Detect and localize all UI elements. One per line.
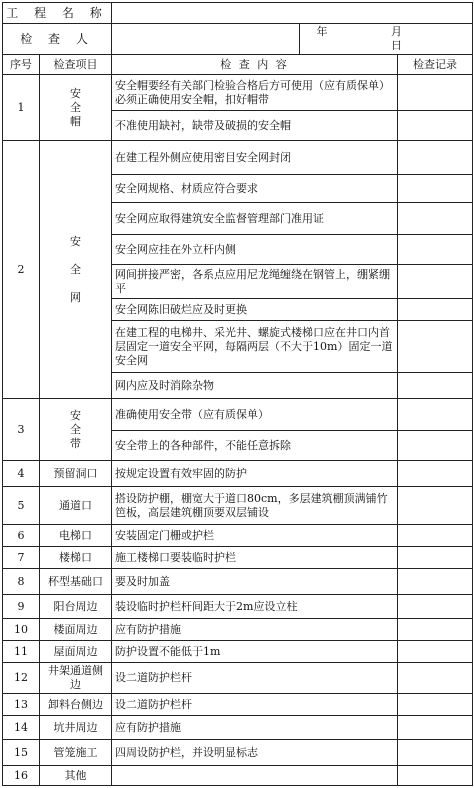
- inspection-item: [40, 663, 112, 694]
- table-row: [3, 740, 473, 766]
- inspection-content: 安全带上的各种部件，不能任意拆除: [112, 431, 398, 461]
- row-number: 11: [3, 641, 40, 663]
- table-row: [3, 569, 473, 595]
- table-row: [3, 619, 473, 641]
- table-row: [3, 487, 473, 525]
- table-row: [3, 547, 473, 569]
- inspection-record-cell[interactable]: [398, 694, 473, 716]
- inspection-item: [40, 547, 112, 569]
- row-number: 10: [3, 619, 40, 641]
- inspection-item: [40, 75, 112, 141]
- row-number: 12: [3, 663, 40, 694]
- inspection-record-cell[interactable]: [398, 740, 473, 766]
- row-number: 3: [3, 399, 40, 461]
- inspection-item: [40, 399, 112, 461]
- row-number: 5: [3, 487, 40, 525]
- project-name-value[interactable]: [112, 3, 473, 24]
- inspection-item-line: 带: [70, 436, 81, 450]
- row-number: 1: [3, 75, 40, 141]
- inspection-item-line: 阳台周边: [53, 599, 98, 613]
- row-number: 14: [3, 716, 40, 740]
- inspection-content: 不准使用缺衬，缺带及破损的安全帽: [112, 111, 398, 141]
- inspection-item-line: 屋面周边: [53, 644, 98, 658]
- table-row: [3, 641, 473, 663]
- inspection-item: [40, 487, 112, 525]
- row-number: 16: [3, 766, 40, 786]
- inspection-content: 应有防护措施: [112, 619, 398, 641]
- inspection-item-line: 安: [70, 234, 81, 248]
- row-number: 4: [3, 461, 40, 487]
- inspection-item: [40, 716, 112, 740]
- row-number: 2: [3, 141, 40, 399]
- inspection-item-line: 边: [70, 678, 81, 691]
- inspection-content: 准确使用安全带（应有质保单）: [112, 399, 398, 431]
- row-number: 9: [3, 595, 40, 619]
- inspection-item: [40, 461, 112, 487]
- inspection-record-cell[interactable]: [398, 203, 473, 235]
- inspection-item-line: 坑井周边: [53, 720, 98, 734]
- inspection-item-line: [43, 249, 108, 263]
- inspection-item-line: 杯型基础口: [48, 574, 103, 588]
- inspection-content: 装设临时护栏杆间距大于2m应设立柱: [112, 595, 398, 619]
- row-number: 8: [3, 569, 40, 595]
- inspection-record-cell[interactable]: [398, 569, 473, 595]
- table-row: [3, 75, 473, 111]
- inspection-record-cell[interactable]: [398, 663, 473, 694]
- inspection-item-line: 预留洞口: [53, 466, 98, 480]
- inspection-item: [40, 740, 112, 766]
- col-header-record: 检查记录: [398, 55, 473, 75]
- inspection-item: [40, 694, 112, 716]
- inspection-record-cell[interactable]: [398, 299, 473, 321]
- inspection-record-cell[interactable]: [398, 321, 473, 373]
- inspection-item-line: 帽: [70, 114, 81, 128]
- inspection-content: 安全帽要经有关部门检验合格后方可使用（应有质保单）必须正确使用安全帽，扣好帽带: [112, 75, 398, 111]
- inspection-record-cell[interactable]: [398, 141, 473, 175]
- inspection-item-line: 楼梯口: [59, 550, 92, 564]
- row-number: 13: [3, 694, 40, 716]
- inspector-value[interactable]: [112, 24, 300, 55]
- inspection-sheet: [2, 2, 473, 786]
- inspection-record-cell[interactable]: [398, 111, 473, 141]
- inspection-item: [40, 595, 112, 619]
- inspection-item-line: 通道口: [59, 498, 92, 512]
- table-row: [3, 694, 473, 716]
- inspection-record-cell[interactable]: [398, 547, 473, 569]
- table-row: [3, 716, 473, 740]
- inspection-record-cell[interactable]: [398, 595, 473, 619]
- inspection-content: 网内应及时消除杂物: [112, 373, 398, 399]
- inspection-record-cell[interactable]: [398, 431, 473, 461]
- inspection-content: 设二道防护栏杆: [112, 694, 398, 716]
- col-header-no: 序号: [3, 55, 40, 75]
- project-name-row: [3, 3, 473, 24]
- table-row: [3, 525, 473, 547]
- inspection-content: 应有防护措施: [112, 716, 398, 740]
- inspection-record-cell[interactable]: [398, 716, 473, 740]
- table-row: [3, 766, 473, 786]
- inspection-record-cell[interactable]: [398, 175, 473, 203]
- inspection-record-cell[interactable]: [398, 461, 473, 487]
- col-header-item: 检查项目: [40, 55, 112, 75]
- inspection-content: 安全网陈旧破烂应及时更换: [112, 299, 398, 321]
- inspection-item-line: 电梯口: [59, 528, 92, 542]
- inspection-date[interactable]: 年 月 日: [300, 24, 473, 55]
- inspection-record-cell[interactable]: [398, 766, 473, 786]
- inspection-item: [40, 619, 112, 641]
- table-row: [3, 461, 473, 487]
- inspection-item-line: 卸料台侧边: [48, 697, 103, 711]
- inspection-item-line: 其他: [64, 768, 87, 782]
- table-row: [3, 141, 473, 175]
- inspection-item-line: 安: [70, 86, 81, 100]
- inspection-item: [40, 569, 112, 595]
- inspection-item-line: 全: [70, 262, 81, 276]
- inspection-record-cell[interactable]: [398, 373, 473, 399]
- inspection-content: 安全网规格、材质应符合要求: [112, 175, 398, 203]
- row-number: 7: [3, 547, 40, 569]
- inspection-item-line: 网: [70, 290, 81, 304]
- inspection-item-line: 全: [70, 422, 81, 436]
- inspection-content: 搭设防护棚，棚宽大于道口80cm，多层建筑棚顶满铺竹笆板，高层建筑棚顶要双层铺设: [112, 487, 398, 525]
- row-number: 15: [3, 740, 40, 766]
- inspection-record-cell[interactable]: [398, 641, 473, 663]
- inspection-item: [40, 766, 112, 786]
- table-row: [3, 399, 473, 431]
- inspection-content: 在建工程的电梯井、采光井、螺旋式楼梯口应在井口内首层固定一道安全平网，每隔两层（不大于10m）固定一道安全网: [112, 321, 398, 373]
- inspection-content: 四周设防护栏，并设明显标志: [112, 740, 398, 766]
- inspection-record-cell[interactable]: [398, 487, 473, 525]
- inspection-record-cell[interactable]: [398, 525, 473, 547]
- inspection-record-cell[interactable]: [398, 75, 473, 111]
- inspection-item-line: 楼面周边: [53, 622, 98, 636]
- inspection-content: 要及时加盖: [112, 569, 398, 595]
- inspection-record-cell[interactable]: [398, 399, 473, 431]
- inspection-item: [40, 141, 112, 399]
- inspection-item: [40, 641, 112, 663]
- project-name-label: 工 程 名 称: [3, 3, 112, 24]
- table-row: [3, 595, 473, 619]
- inspection-content: 施工楼梯口要装临时护栏: [112, 547, 398, 569]
- inspection-record-cell[interactable]: [398, 619, 473, 641]
- inspection-content: 安全网应取得建筑安全监督管理部门准用证: [112, 203, 398, 235]
- inspection-item-line: 全: [70, 100, 81, 114]
- inspection-content: 按规定设置有效牢固的防护: [112, 461, 398, 487]
- column-header-row: [3, 55, 473, 75]
- inspection-content: [112, 766, 398, 786]
- inspection-record-cell[interactable]: [398, 265, 473, 299]
- inspection-item-line: 管笼施工: [53, 745, 98, 759]
- inspection-record-cell[interactable]: [398, 235, 473, 265]
- inspection-content: 网间拼接严密，各系点应用尼龙绳缠绕在钢管上，绷紧绷平: [112, 265, 398, 299]
- inspection-content: 安装固定门栅或护栏: [112, 525, 398, 547]
- inspection-item: [40, 525, 112, 547]
- inspection-content: 防护设置不能低于1m: [112, 641, 398, 663]
- inspection-content: 在建工程外侧应使用密目安全网封闭: [112, 141, 398, 175]
- inspector-label: 检 查 人: [3, 24, 112, 55]
- col-header-content: 检 查 内 容: [112, 55, 398, 75]
- inspection-item-line: 安: [70, 408, 81, 422]
- inspection-item-line: [43, 277, 108, 291]
- inspection-item-line: 井架通道侧: [48, 664, 103, 677]
- inspection-content: 安全网应挂在外立杆内侧: [112, 235, 398, 265]
- inspector-row: [3, 24, 473, 55]
- inspection-content: 设二道防护栏杆: [112, 663, 398, 694]
- table-row: [3, 663, 473, 694]
- row-number: 6: [3, 525, 40, 547]
